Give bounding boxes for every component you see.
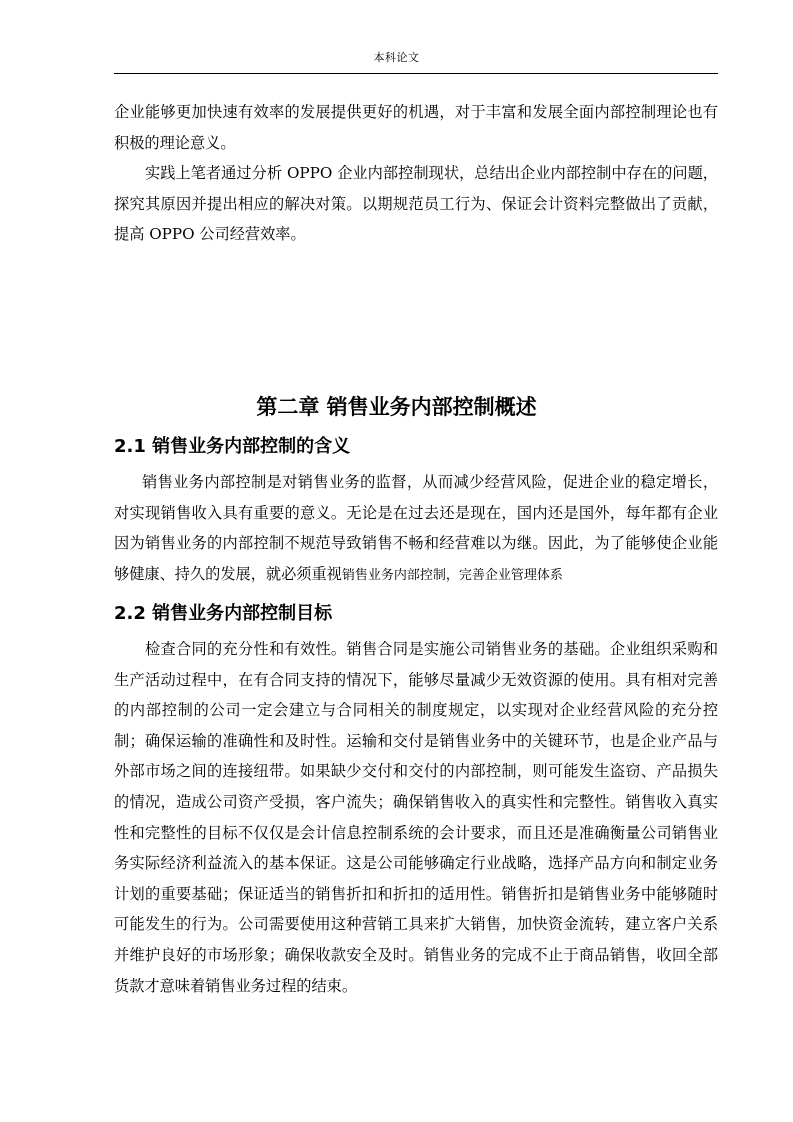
intro-block — [114, 97, 718, 250]
header-rule — [114, 73, 718, 74]
running-header: 本科论文 — [373, 51, 420, 64]
section-2-1-heading: 2.1 销售业务内部控制的含义 — [114, 436, 351, 457]
section-2-2-paragraph: 检查合同的充分性和有效性。销售合同是实施公司销售业务的基础。企业组织采购和生产活动过程中，在有合同支持的情况下，能够尽量减少无效资源的使用。具有相对完善的内部控制的公司一定会建立与合同相关的制度规定，以实现对企业经营风险的充分控制；确保运输的准确性和及时性。运输和交付是销售业务中的关键环节，也是企业产品与外部市场之间的连接纽带。如果缺少交付和交付的内部控制，则可能发生盗窃、产品损失的情况，造成公司资产受损，客户流失；确保销售收入的真实性和完整性。销售收入真实性和完整性的目标不仅仅是会计信息控制系统的会计要求，而且还是准确衡量公司销售业务实际经济利益流入的基本保证。这是公司能够确定行业战略，选择产品方向和制定业务计划的重要基础；保证适当的销售折扣和折扣的适用性。销售折扣是销售业务中能够随时可能发生的行为。公司需要使用这种营销工具来扩大销售，加快资金流转，建立客户关系并维护良好的市场形象；确保收款安全及时。销售业务的完成不止于商品销售，收回全部货款才意味着销售业务过程的结束。 — [114, 640, 718, 995]
chapter-title: 第二章 销售业务内部控制概述 — [256, 395, 537, 419]
section-2-1-paragraph — [114, 467, 718, 591]
section-2-2-body — [114, 634, 718, 1001]
section-2-1-paragraph-main: 销售业务内部控制是对销售业务的监督，从而减少经营风险，促进企业的稳定增长，对实现销售收入具有重要的意义。无论是在过去还是现在，国内还是国外，每年都有企业因为销售业务的内部控制不规范导致销售不畅和经营难以为继。因此，为了能够使企业能够健康、持久的发展，就必须重视 — [114, 473, 718, 583]
intro-paragraph-2: 实践上笔者通过分析 OPPO 企业内部控制现状，总结出企业内部控制中存在的问题，探究其原因并提出相应的解决对策。以期规范员工行为、保证会计资料完整做出了贡献，提高 OPPO 公司经营效率。 — [114, 164, 718, 244]
intro-paragraph-1: 企业能够更加快速有效率的发展提供更好的机遇，对于丰富和发展全面内部控制理论也有积极的理论意义。 — [114, 103, 718, 152]
section-2-2-heading: 2.2 销售业务内部控制目标 — [114, 603, 333, 624]
section-2-1-paragraph-tail: 销售业务内部控制，完善企业管理体系 — [341, 567, 563, 583]
section-2-1-body — [114, 467, 718, 591]
